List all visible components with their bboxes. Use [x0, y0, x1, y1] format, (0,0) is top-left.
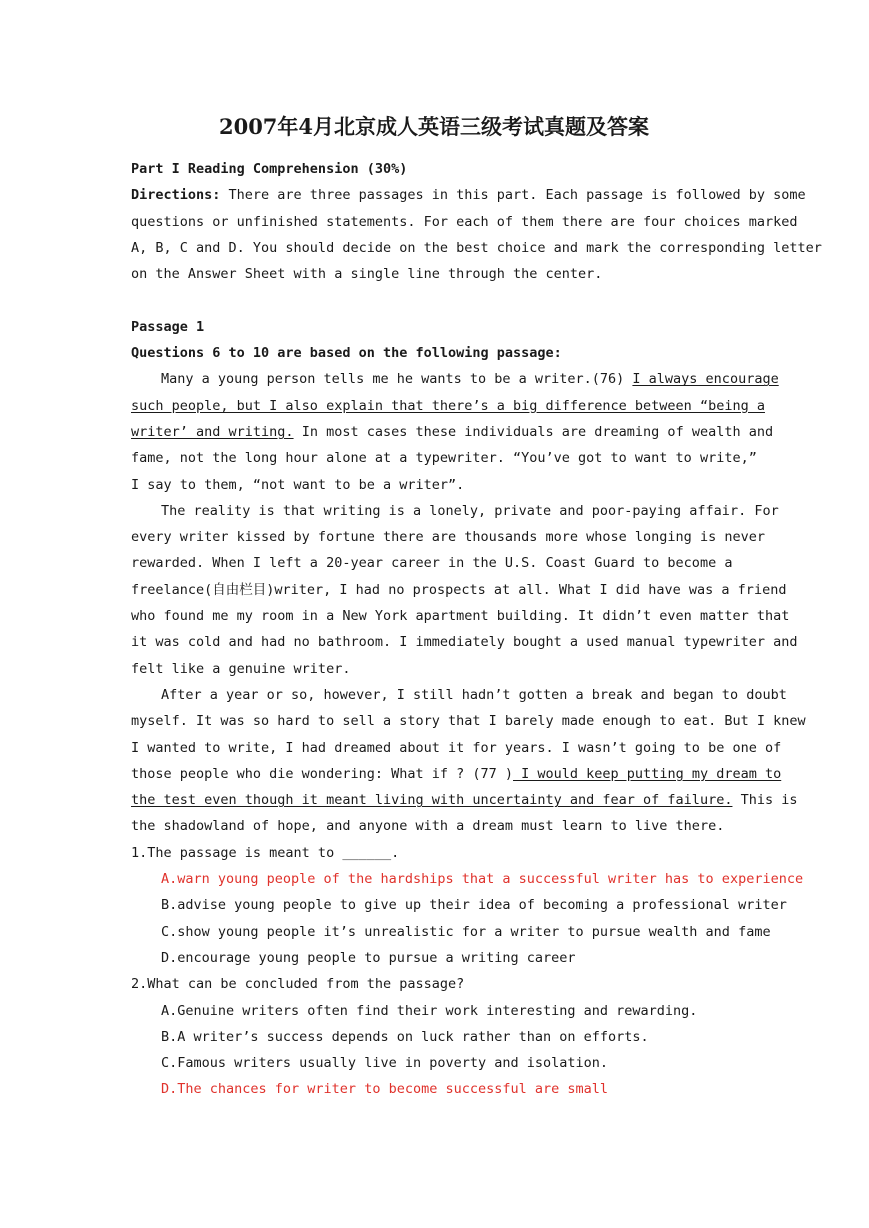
question-1-option-d: D.encourage young people to pursue a writing career — [161, 949, 576, 966]
directions-line-4: on the Answer Sheet with a single line through the center. — [131, 266, 603, 283]
p2-line-3: rewarded. When I left a 20-year career in the U.S. Coast Guard to become a — [131, 555, 733, 572]
questions-heading: Questions 6 to 10 are based on the following passage: — [131, 345, 562, 362]
p3-line-1: After a year or so, however, I still hadn’t gotten a break and began to doubt — [161, 686, 787, 703]
p1-line-3: writer’ and writing. In most cases these individuals are dreaming of wealth and — [131, 423, 774, 440]
p3-line-3: I wanted to write, I had dreamed about it for years. I wasn’t going to be one of — [131, 739, 782, 756]
p2-line-6: it was cold and had no bathroom. I immediately bought a used manual typewriter and — [131, 634, 798, 651]
underline-77: I would keep putting my dream to — [513, 765, 782, 782]
directions-line-2: questions or unfinished statements. For each of them there are four choices marked — [131, 213, 798, 230]
document-page — [131, 112, 822, 1103]
passage-heading: Passage 1 — [131, 318, 205, 335]
p1-line-2: such people, but I also explain that there’s a big difference between “being a — [131, 397, 765, 414]
p3-line-5: the test even though it meant living with uncertainty and fear of failure. This is — [131, 792, 798, 809]
p1-line-1: Many a young person tells me he wants to be a writer.(76) I always encourage — [161, 371, 779, 388]
p3-line-4: those people who die wondering: What if ? (77 ) I would keep putting my dream to — [131, 765, 782, 782]
p1-line-4: fame, not the long hour alone at a typewriter. “You’ve got to want to write,” — [131, 450, 757, 467]
p2-line-1: The reality is that writing is a lonely, private and poor-paying affair. For — [161, 502, 779, 519]
question-2-option-c: C.Famous writers usually live in poverty and isolation. — [161, 1055, 609, 1072]
question-1-stem: 1.The passage is meant to ______. — [131, 844, 400, 861]
question-2-option-d: D.The chances for writer to become successful are small — [161, 1081, 609, 1098]
question-1-option-b: B.advise young people to give up their idea of becoming a professional writer — [161, 897, 787, 914]
spacer — [131, 287, 737, 313]
document-title: 2007年4月北京成人英语三级考试真题及答案 — [218, 114, 650, 139]
question-2-option-b: B.A writer’s success depends on luck rather than on efforts. — [161, 1028, 649, 1045]
question-1-option-a: A.warn young people of the hardships that a successful writer has to experience — [161, 871, 804, 888]
p2-line-7: felt like a genuine writer. — [131, 660, 351, 677]
p3-line-6: the shadowland of hope, and anyone with a dream must learn to live there. — [131, 818, 725, 835]
p2-line-2: every writer kissed by fortune there are thousands more whose longing is never — [131, 529, 765, 546]
question-2-stem: 2.What can be concluded from the passage? — [131, 976, 465, 993]
p2-line-4: freelance(自由栏目)writer, I had no prospects at all. What I did have was a friend — [131, 581, 787, 598]
p3-line-2: myself. It was so hard to sell a story that I barely made enough to eat. But I knew — [131, 713, 806, 730]
question-1-option-c: C.show young people it’s unrealistic for a writer to pursue wealth and fame — [161, 923, 771, 940]
part-heading: Part I Reading Comprehension (30%) — [131, 161, 408, 177]
directions-line-1: Directions: There are three passages in this part. Each passage is followed by some — [131, 187, 806, 204]
p1-line-5: I say to them, “not want to be a writer”. — [131, 476, 465, 493]
directions-label: Directions: — [131, 187, 221, 204]
directions-line-3: A, B, C and D. You should decide on the best choice and mark the corresponding letter — [131, 239, 822, 256]
underline-76: I always encourage — [632, 371, 779, 388]
p2-line-5: who found me my room in a New York apartment building. It didn’t even matter that — [131, 608, 790, 625]
question-2-option-a: A.Genuine writers often find their work interesting and rewarding. — [161, 1002, 698, 1019]
